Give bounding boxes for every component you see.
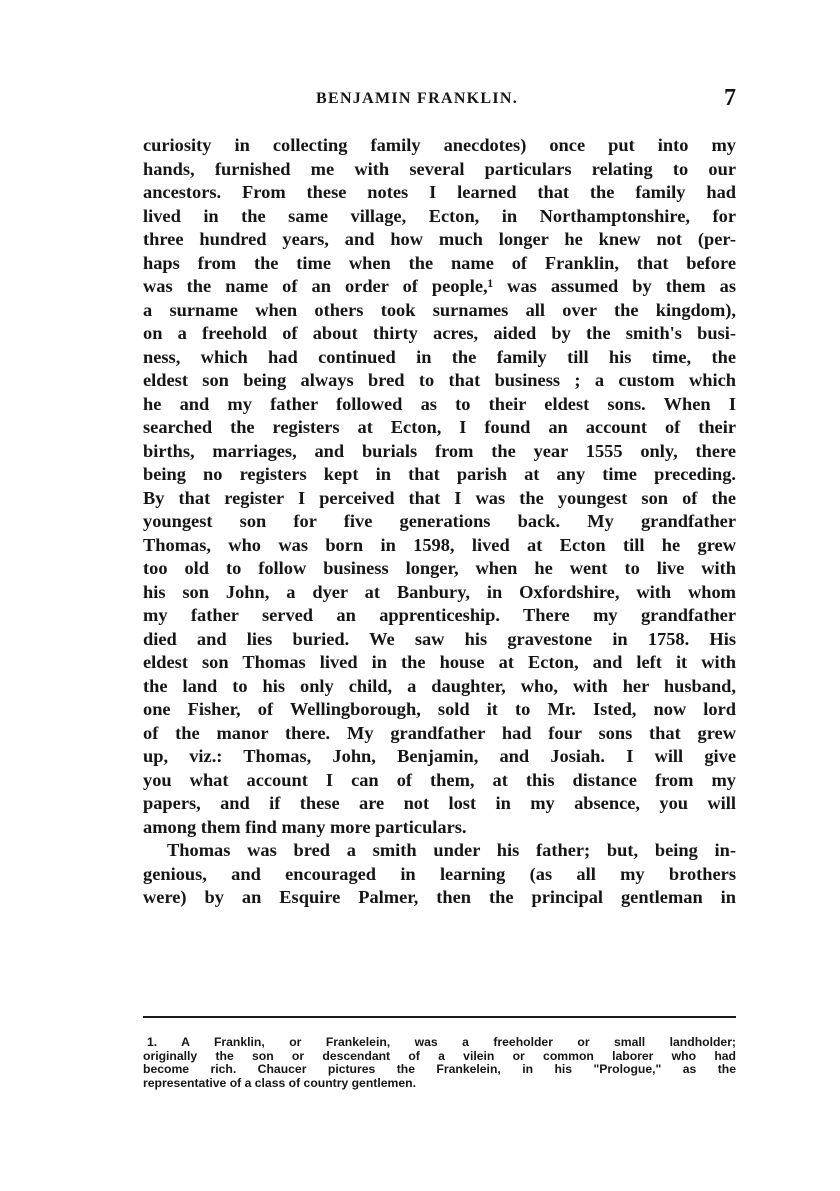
text-line: eldest son Thomas lived in the house at Ecton, and left it with — [143, 652, 736, 672]
text-line: a surname when others took surnames all over the kingdom), — [143, 299, 736, 320]
text-line: papers, and if these are not lost in my absence, you will — [143, 793, 736, 813]
text-line: hands, furnished me with several particulars relating to our — [143, 158, 736, 179]
footnote-line: originally the son or descendant of a vilein or common laborer who had — [143, 1049, 736, 1063]
text-line: being no registers kept in that parish at any time preceding. — [143, 464, 736, 484]
text-line: up, viz.: Thomas, John, Benjamin, and Josiah. I will give — [143, 746, 736, 766]
footnote-line: become rich. Chaucer pictures the Frankelein, in his "Prologue," as the — [143, 1063, 736, 1076]
text-line: too old to follow business longer, when he went to live with — [143, 558, 736, 578]
text-line: he and my father followed as to their eldest sons. When I — [143, 393, 736, 414]
body-text — [143, 134, 736, 910]
text-line: searched the registers at Ecton, I found an account of their — [143, 417, 736, 437]
page-number: 7 — [724, 85, 736, 111]
text-line: eldest son being always bred to that business ; a custom which — [143, 370, 736, 390]
text-line: ness, which had continued in the family till his time, the — [143, 346, 736, 367]
text-line: ancestors. From these notes I learned that the family had — [143, 182, 736, 202]
text-line: youngest son for five generations back. My grandfather — [143, 511, 736, 531]
text-line: one Fisher, of Wellingborough, sold it to Mr. Isted, now lord — [143, 699, 736, 719]
footnote-line: 1. A Franklin, or Frankelein, was a freeholder or small landholder; — [147, 1036, 736, 1049]
text-line: you what account I can of them, at this distance from my — [143, 769, 736, 790]
text-line: his son John, a dyer at Banbury, in Oxfordshire, with whom — [143, 581, 736, 602]
text-line: my father served an apprenticeship. There my grandfather — [143, 605, 736, 625]
text-line: births, marriages, and burials from the year 1555 only, there — [143, 440, 736, 461]
footnote — [143, 1036, 736, 1090]
text-line: the land to his only child, a daughter, who, with her husband, — [143, 675, 736, 696]
text-line: genious, and encouraged in learning (as all my brothers — [143, 863, 736, 884]
text-line: of the manor there. My grandfather had four sons that grew — [143, 722, 736, 743]
text-line: were) by an Esquire Palmer, then the principal gentleman in — [143, 887, 736, 907]
running-header — [143, 85, 736, 113]
text-line: haps from the time when the name of Franklin, that before — [143, 252, 736, 273]
text-line: among them find many more particulars. — [143, 816, 467, 837]
running-head-title: BENJAMIN FRANKLIN. — [316, 90, 519, 107]
footnote-line: representative of a class of country gentlemen. — [143, 1076, 416, 1090]
text-line: Thomas, who was born in 1598, lived at Ecton till he grew — [143, 534, 736, 555]
text-line: was the name of an order of people,¹ was assumed by them as — [143, 276, 736, 296]
text-line: died and lies buried. We saw his gravestone in 1758. His — [143, 628, 736, 649]
text-line: curiosity in collecting family anecdotes) once put into my — [143, 135, 736, 155]
footnote-divider — [143, 1016, 736, 1018]
text-line: lived in the same village, Ecton, in Northamptonshire, for — [143, 205, 736, 226]
text-line: on a freehold of about thirty acres, aided by the smith's busi- — [143, 323, 736, 343]
text-line: Thomas was bred a smith under his father; but, being in- — [167, 840, 736, 860]
text-line: By that register I perceived that I was the youngest son of the — [143, 487, 736, 508]
text-line: three hundred years, and how much longer he knew not (per- — [143, 229, 736, 249]
